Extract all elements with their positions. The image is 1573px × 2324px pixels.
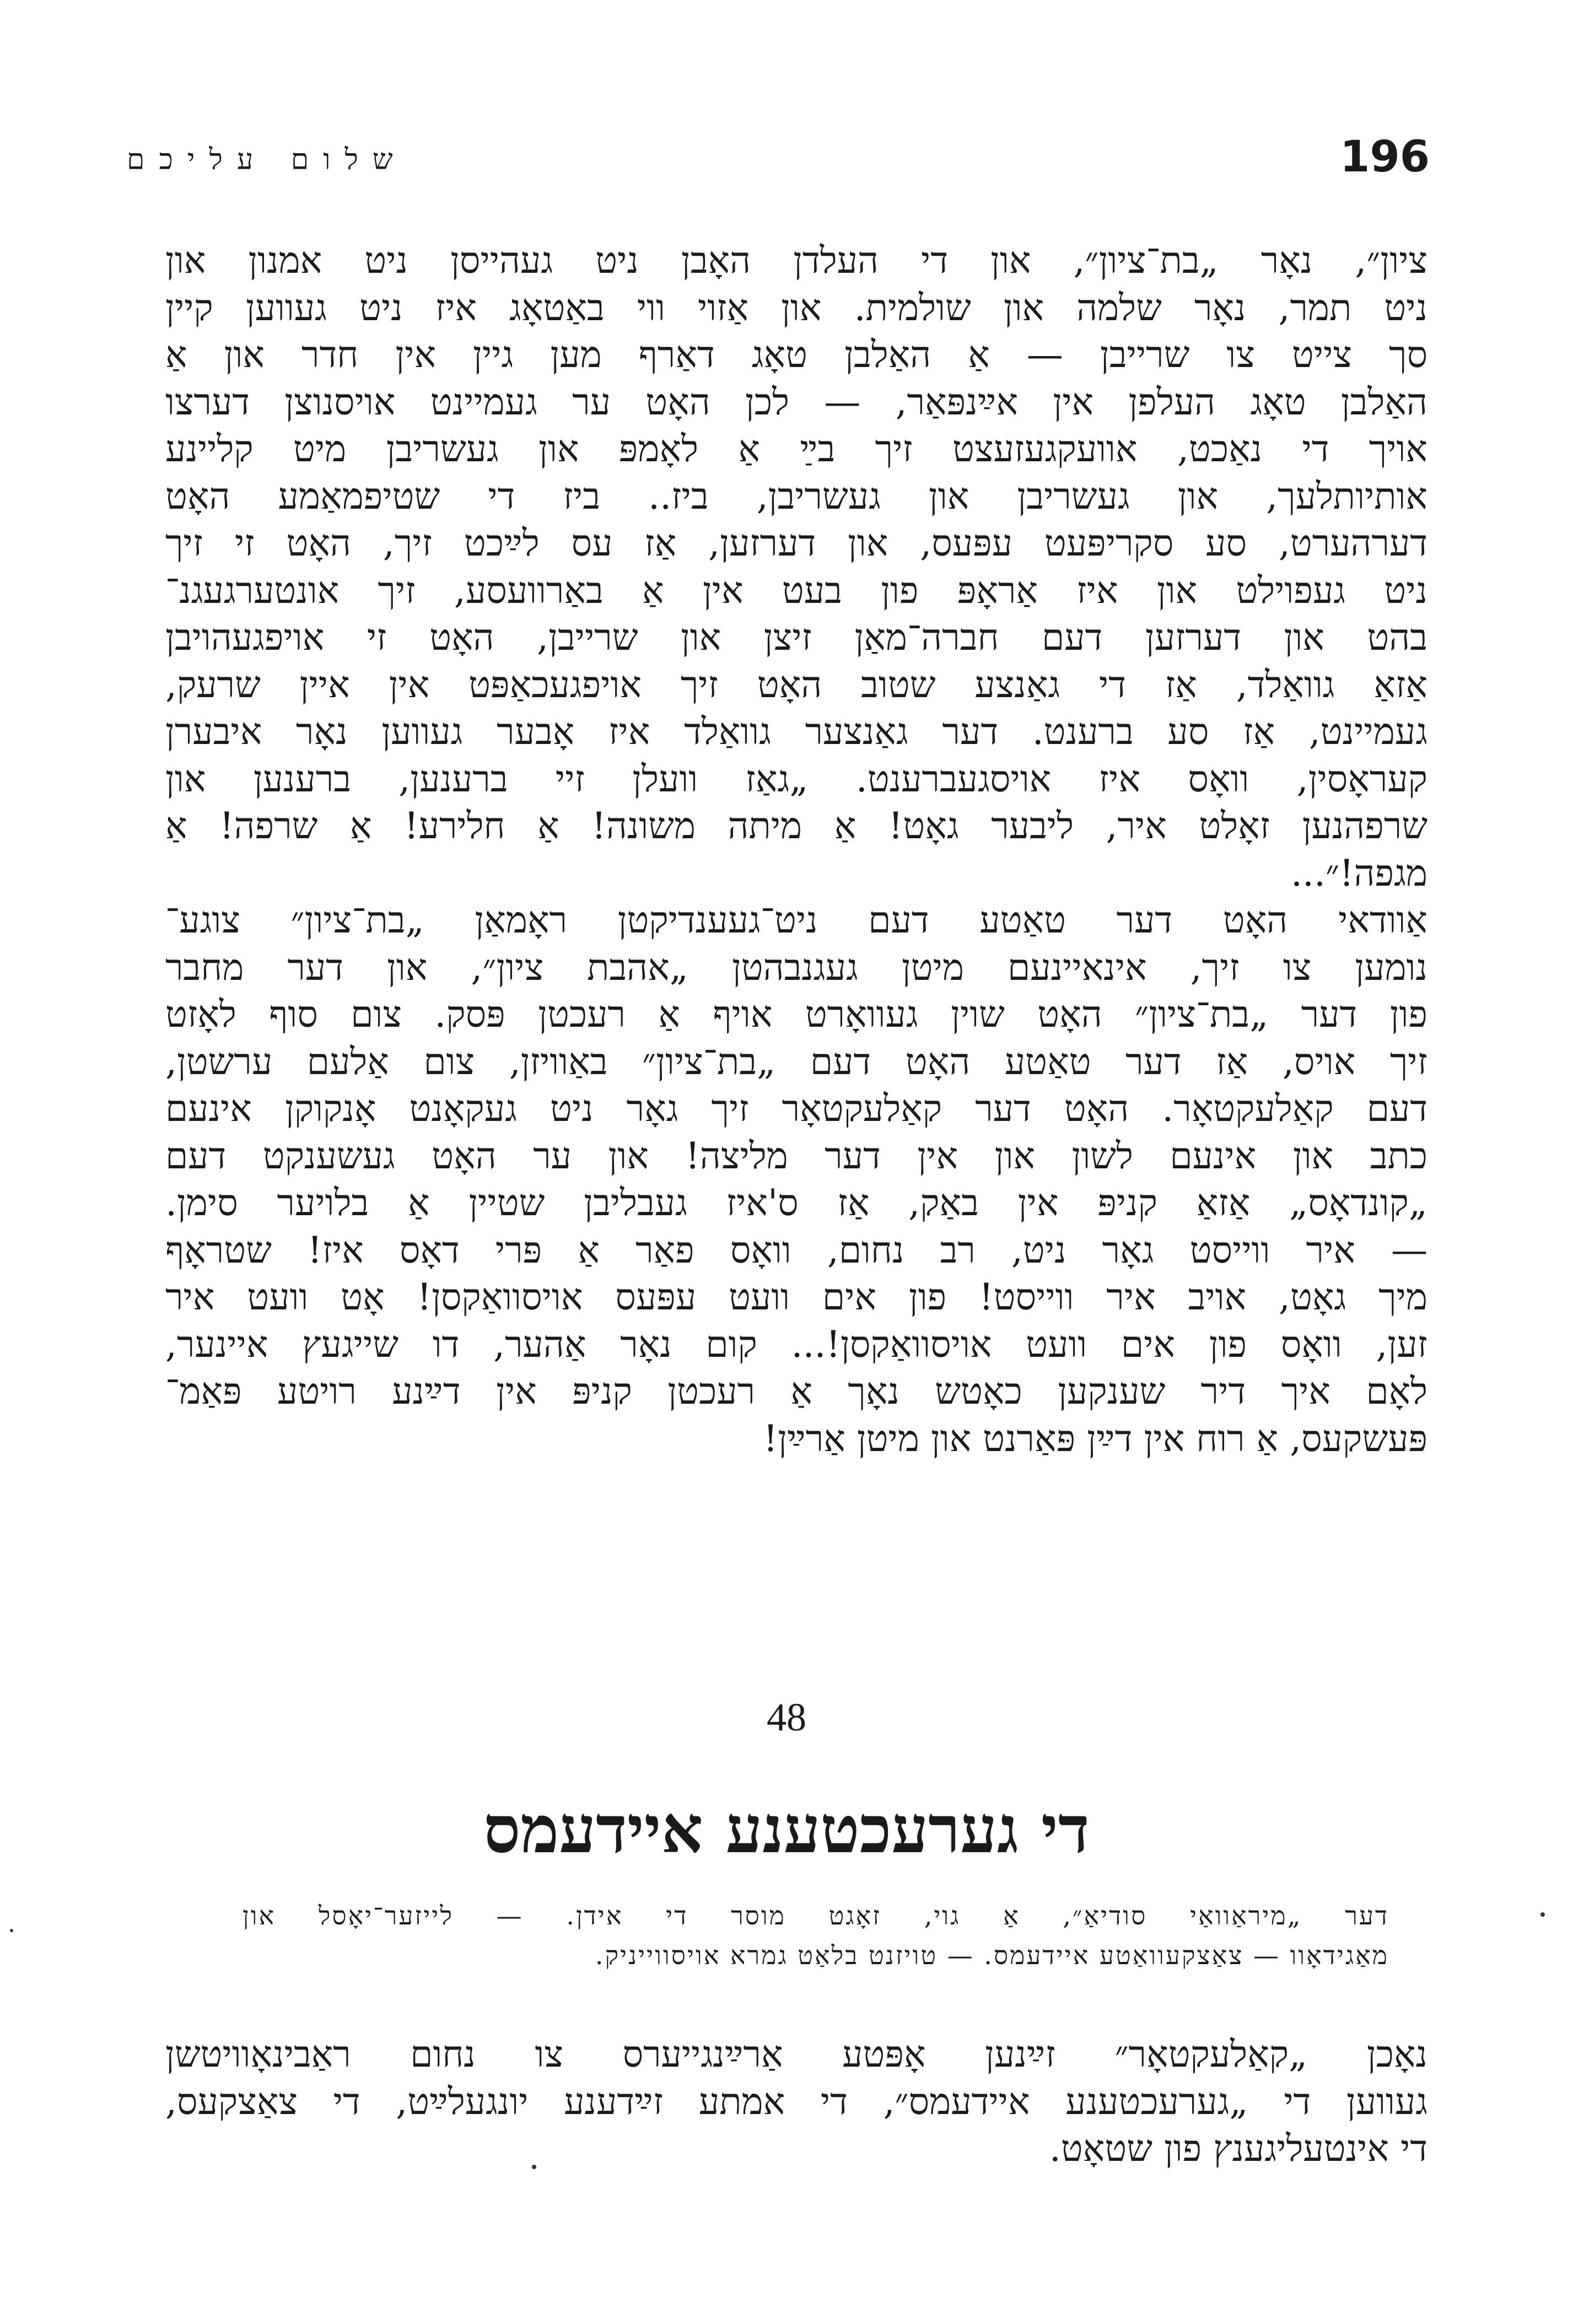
text-line: „קונדאָס„ אַזאַ קניפּ אין באַק, אַז ס'איז געבליבן שטיין אַ בלויער סימן. bbox=[165, 1182, 1427, 1224]
epigraph-line: דער „מיראַוואַי סודיאַ״, אַ גוי, זאָגט מוסר די אידן. — לייזער־יאָסל און bbox=[243, 1901, 1389, 1931]
text-line: זען, וואָס פון אים וועט אויסוואַקסן!... קום נאָר אַהער, דו שייגעץ איינער, bbox=[165, 1323, 1427, 1366]
text-line: מיך גאָט, אויב איר ווייסט! פון אים וועט עפּעס אויסוואַקסן! אָט וועט איר bbox=[165, 1276, 1427, 1318]
text-line: אַוודאי האָט דער טאַטע דעם ניט־געענדיקטן ראָמאַן „בת־ציון״ צוגע־ bbox=[165, 899, 1427, 941]
text-line: זיך אויס, אַז דער טאַטע האָט דעם „בת־ציון״ באַוויזן, צום אַלעם ערשטן, bbox=[165, 1040, 1427, 1083]
text-line: דעם קאַלעקטאָר. האָט דער קאַלעקטאָר זיך גאָר ניט געקאָנט אָנקוקן אינעם bbox=[165, 1087, 1427, 1130]
page-number: 196 bbox=[1340, 132, 1430, 182]
ink-speck bbox=[532, 2165, 536, 2169]
text-line: דערהערט, סע סקריפּעט עפּעס, און דערזען, אַז עס לײַכט זיך, האָט זי זיך bbox=[165, 522, 1427, 564]
text-line: ציון״, נאָר „בת־ציון״, און די העלדן האָבן ניט געהייסן ניט אמנון און bbox=[165, 239, 1427, 282]
text-line: ניט געפוילט און איז אַראָפּ פון בעט אין אַ באַרוועסע, זיך אונטערגעגנ־ bbox=[165, 569, 1427, 612]
body-text bbox=[165, 237, 1427, 1462]
text-line: געווען די „גערעכטענע איידעמס״, די אמתע זײַדענע יונגעלײַט, די צאַצקעס, bbox=[165, 2080, 1427, 2123]
text-line: קעראָסין, וואָס איז אויסגעברענט. „גאַז וועלן זיי ברענען, ברענען און bbox=[165, 757, 1427, 800]
running-head bbox=[127, 132, 1430, 187]
chapter-title: די גערעכטענע איידעמס bbox=[483, 1791, 1090, 1868]
running-title: שלום עליכם bbox=[127, 143, 407, 176]
text-line: געמיינט, אַז סע ברענט. דער גאַנצער גוואַלד איז אָבער געווען נאָר איבערן bbox=[165, 710, 1427, 753]
text-line: מגפה!״... bbox=[1291, 851, 1427, 894]
chapter-intro-text bbox=[165, 2031, 1427, 2172]
text-line: שרפהנען זאָלט איר, ליבער גאָט! אַ מיתה משונה! אַ חלירע! אַ שרפה! אַ bbox=[165, 805, 1427, 847]
ink-speck bbox=[1540, 1912, 1545, 1917]
epigraph-line: מאַגידאָוו — צאַצקעוואַטע איידעמס. — טויזנט בלאַט גמרא אויסווייניק. bbox=[595, 1940, 1389, 1970]
text-line: פון דער „בת־ציון״ האָט שוין געוואָרט אויף אַ רעכטן פּסק. צום סוף לאָזט bbox=[165, 993, 1427, 1036]
text-line: בהט און דערזען דעם חברה־מאַן זיצן און שרייבן, האָט זי אויפגעהויבן bbox=[165, 616, 1427, 659]
chapter-epigraph bbox=[243, 1896, 1389, 1975]
text-line: אויך די נאַכט, אוועקגעזעצט זיך בײַ אַ לאָמפּ און געשריבן מיט קליינע bbox=[165, 428, 1427, 470]
text-line: — איר ווייסט גאָר ניט, רב נחום, וואָס פאַר אַ פּרי דאָס איז! שטראָף bbox=[165, 1228, 1427, 1271]
ink-speck bbox=[10, 1929, 13, 1932]
text-line: ניט תמר, נאָר שלמה און שולמית. און אַזוי ווי באַטאָג איז ניט געווען קיין bbox=[165, 286, 1427, 329]
chapter-number: 48 bbox=[767, 1695, 806, 1739]
text-line: אותיותלעך, און געשריבן און געשריבן, ביז.. ביז די שטיפמאַמע האָט bbox=[165, 474, 1427, 517]
text-line: האַלבן טאָג העלפן אין אײַנפּאַר, — לכן האָט ער געמיינט אויסנוצן דערצו bbox=[165, 380, 1427, 423]
text-line: כתב און אינעם לשון און אין דער מליצה! און ער האָט געשענקט דעם bbox=[165, 1134, 1427, 1177]
text-line: נומען צו זיך, אינאיינעם מיטן געגנבהטן „אהבת ציון״, און דער מחבר bbox=[165, 946, 1427, 989]
text-line: לאָם איך דיר שענקען כאָטש נאָך אַ רעכטן קניפּ אין דײַנע רויטע פּאַמ־ bbox=[165, 1370, 1427, 1412]
text-line: די אינטעליגענץ פון שטאָט. bbox=[1049, 2127, 1427, 2170]
text-line: אַזאַ גוואַלד, אַז די גאַנצע שטוב האָט זיך אויפגעכאַפּט אין איין שרעק, bbox=[165, 663, 1427, 706]
text-line: נאָכן „קאַלעקטאָר״ זײַנען אָפּטע אַרײַנגייערס צו נחום ראַבינאָוויטשן bbox=[165, 2033, 1427, 2075]
text-line: פּעשקעס, אַ רוח אין דײַן פּאַרנט און מיטן אַרײַן! bbox=[763, 1417, 1427, 1460]
text-line: סך צייט צו שרייבן — אַ האַלבן טאָג דאַרף מען גיין אין חדר און אַ bbox=[165, 333, 1427, 376]
